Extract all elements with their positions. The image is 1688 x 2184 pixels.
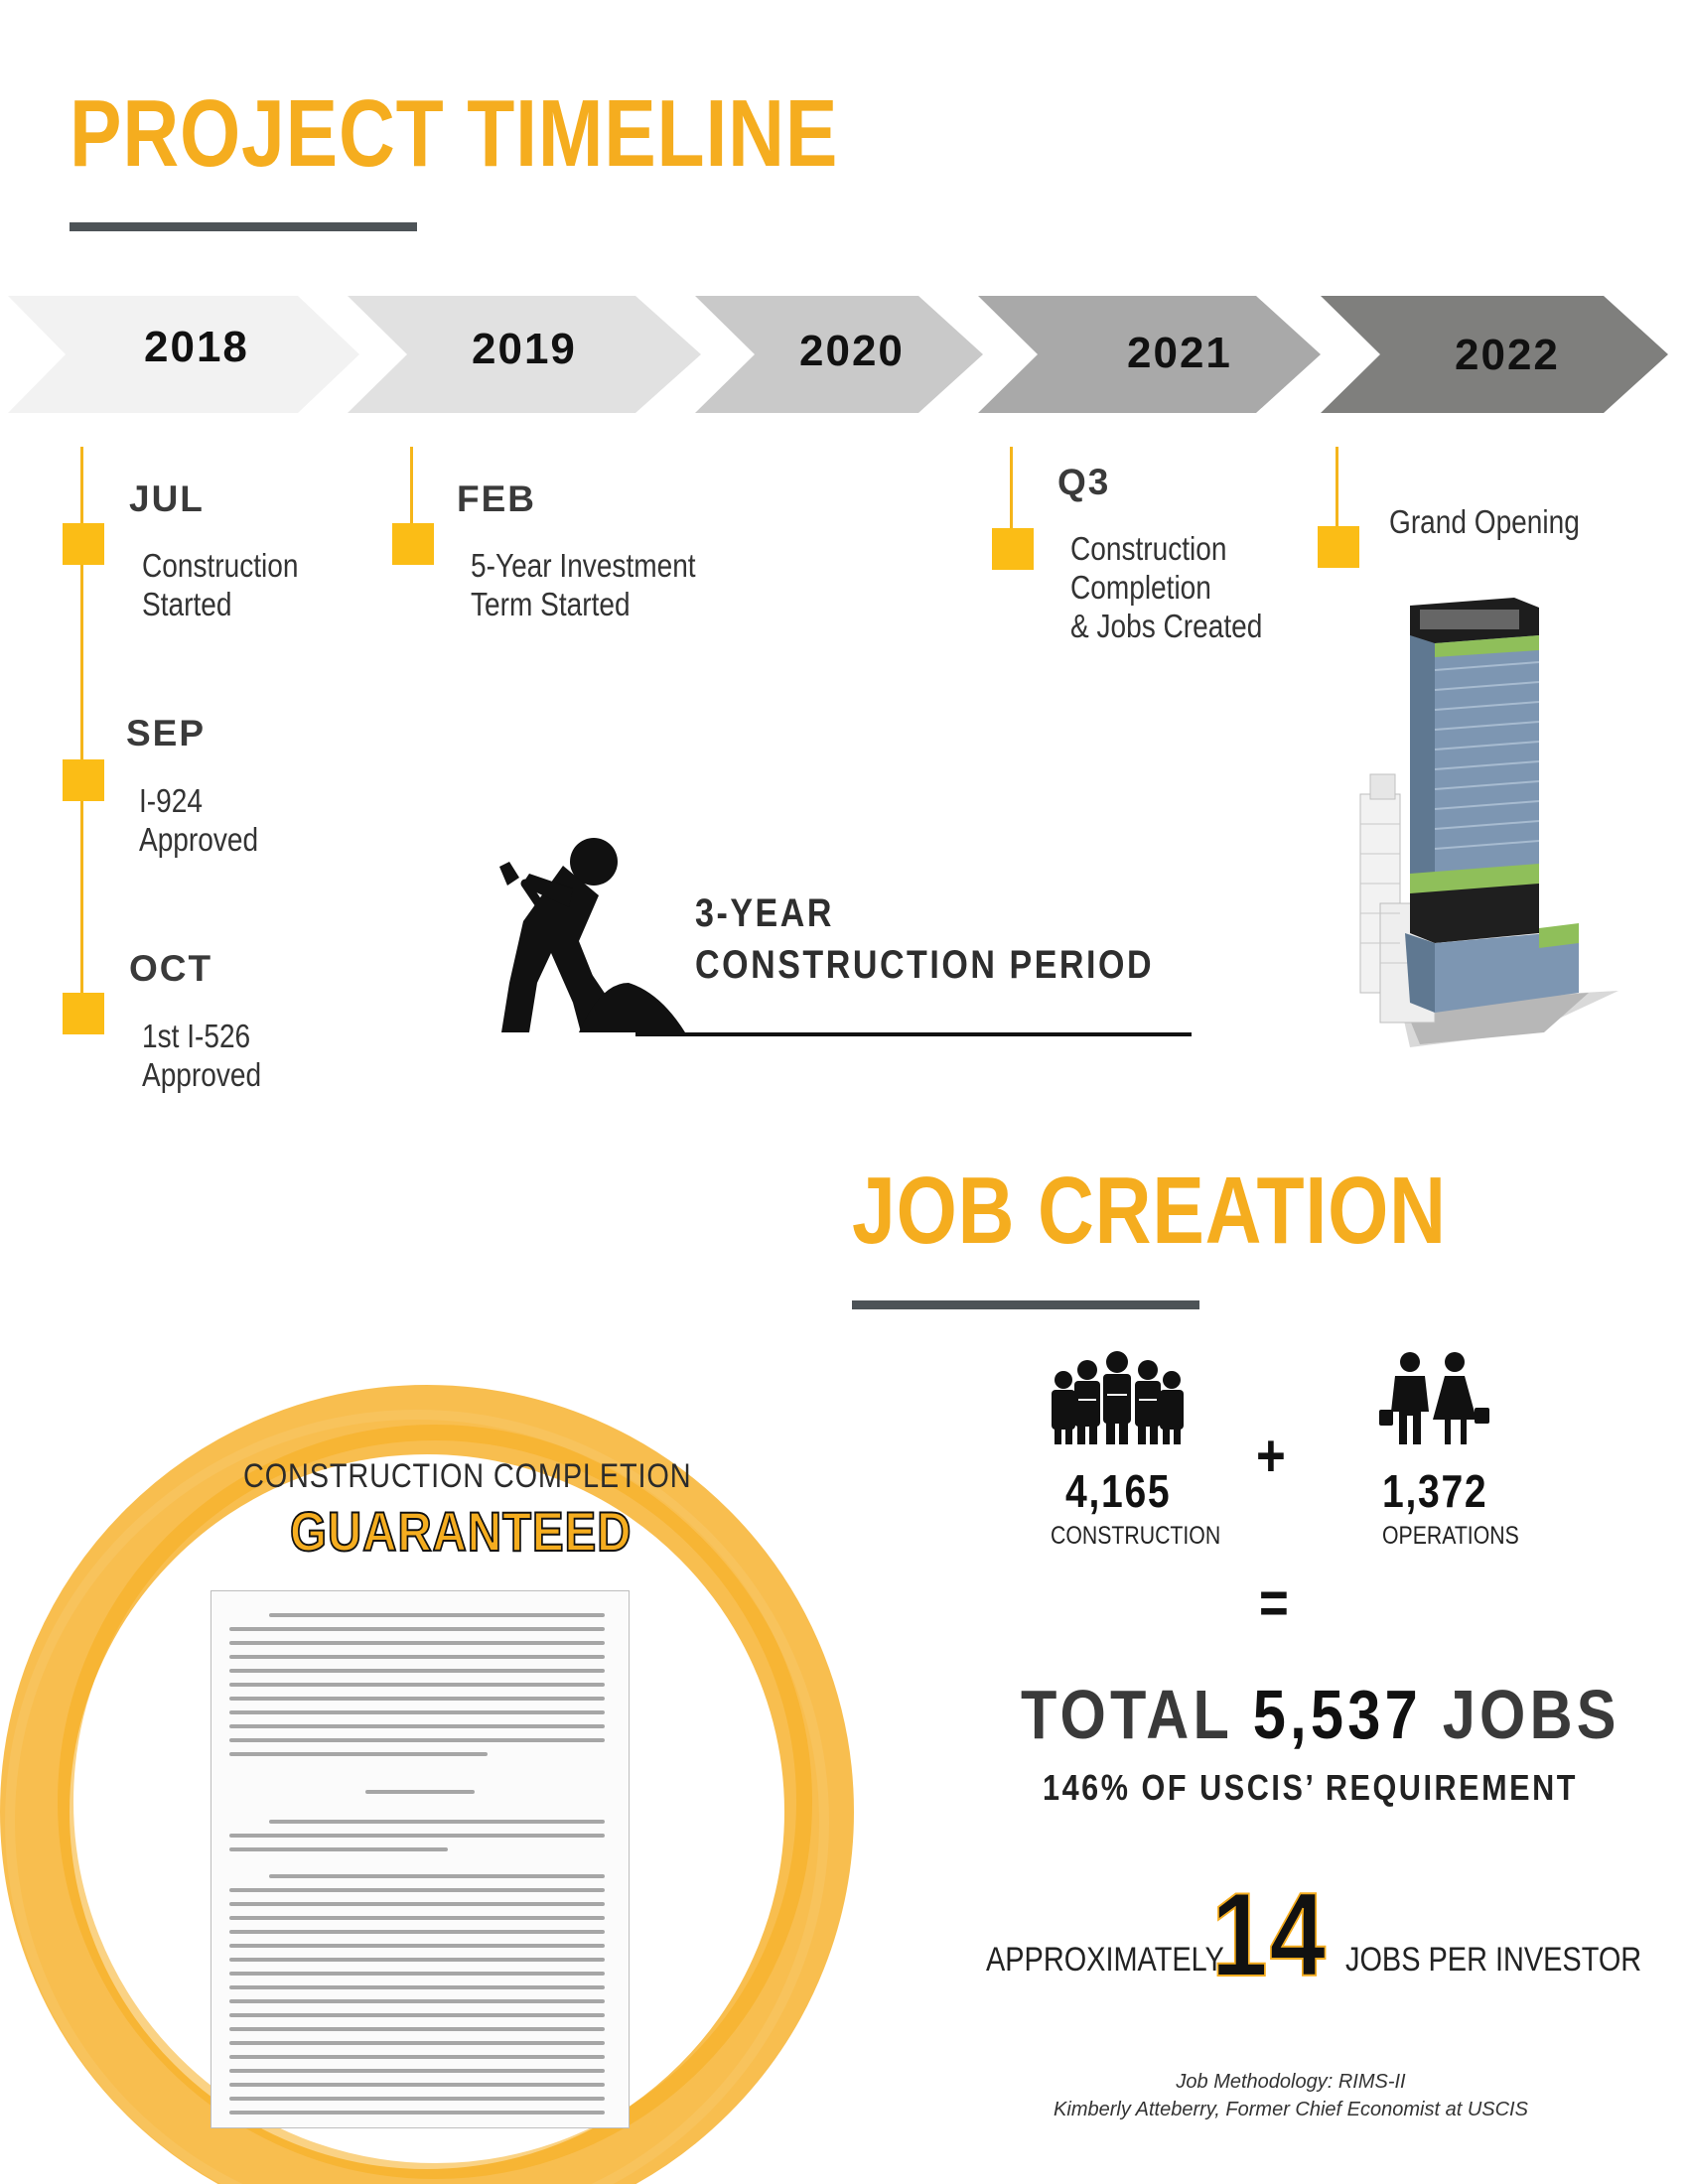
total-jobs-line (1021, 1675, 1620, 1754)
event-desc-oct-2: Approved (142, 1056, 262, 1093)
construction-jobs-value: 4,165 (1065, 1465, 1172, 1517)
timeline-connector-2019 (410, 447, 413, 526)
event-month-oct: OCT (129, 948, 213, 989)
guarantee-headline: GUARANTEED (290, 1500, 633, 1563)
timeline-connector-2022 (1336, 447, 1338, 531)
marker-q3 (992, 528, 1034, 570)
total-prefix: TOTAL (1021, 1676, 1232, 1753)
footnote-economist: Kimberly Atteberry, Former Chief Economist at USCIS (1054, 2099, 1528, 2120)
construction-period-line2: CONSTRUCTION PERIOD (695, 943, 1155, 987)
construction-jobs-label: CONSTRUCTION (1051, 1522, 1221, 1550)
total-jobs-value: 5,537 (1252, 1676, 1422, 1753)
timeline-connector-2021 (1010, 447, 1013, 531)
event-desc-q3-2: Completion (1070, 569, 1211, 606)
year-label-2018: 2018 (144, 323, 249, 371)
per-investor-value: 14 (1211, 1868, 1328, 2001)
operations-jobs-value: 1,372 (1382, 1465, 1488, 1517)
year-label-2021: 2021 (1127, 329, 1232, 377)
event-desc-jul-1: Construction (142, 547, 299, 584)
guaranty-document-image (211, 1590, 630, 2128)
event-desc-sep-2: Approved (139, 821, 259, 858)
event-desc-oct-1: 1st I-526 (142, 1018, 251, 1054)
job-creation-title: JOB CREATION (852, 1158, 1447, 1264)
event-desc-sep-1: I-924 (139, 782, 203, 819)
marker-opening (1318, 526, 1359, 568)
building-rendering-icon (1350, 596, 1628, 1052)
total-suffix: JOBS (1442, 1676, 1620, 1753)
event-desc-opening: Grand Opening (1389, 503, 1580, 540)
uscis-requirement: 146% OF USCIS’ REQUIREMENT (1043, 1767, 1579, 1808)
timeline-title: PROJECT TIMELINE (70, 80, 839, 187)
marker-sep (63, 759, 104, 801)
timeline-title-rule (70, 222, 417, 231)
event-desc-q3-1: Construction (1070, 530, 1227, 567)
event-month-q3: Q3 (1057, 462, 1111, 502)
event-month-feb: FEB (457, 478, 536, 519)
footnote-methodology: Job Methodology: RIMS-II (1176, 2071, 1406, 2093)
business-people-icon (1375, 1350, 1494, 1444)
plus-sign: + (1256, 1423, 1286, 1489)
per-investor-label: JOBS PER INVESTOR (1345, 1941, 1642, 1979)
year-label-2020: 2020 (799, 327, 905, 375)
guarantee-caption: CONSTRUCTION COMPLETION (243, 1457, 692, 1495)
year-label-2019: 2019 (472, 325, 577, 373)
operations-jobs-label: OPERATIONS (1382, 1522, 1519, 1550)
event-desc-jul-2: Started (142, 586, 232, 622)
construction-period-baseline (635, 1032, 1192, 1036)
marker-feb (392, 523, 434, 565)
construction-period-line1: 3-YEAR (695, 891, 834, 935)
marker-jul (63, 523, 104, 565)
event-desc-feb-1: 5-Year Investment (471, 547, 696, 584)
approximately-label: APPROXIMATELY (986, 1941, 1224, 1979)
year-label-2022: 2022 (1455, 331, 1560, 379)
event-desc-q3-3: & Jobs Created (1070, 608, 1263, 644)
construction-workers-icon (1046, 1350, 1190, 1444)
event-desc-feb-2: Term Started (471, 586, 631, 622)
equals-sign: = (1259, 1570, 1289, 1636)
event-month-sep: SEP (126, 713, 207, 753)
event-month-jul: JUL (129, 478, 205, 519)
marker-oct (63, 993, 104, 1034)
job-creation-title-rule (852, 1300, 1199, 1309)
worker-digging-icon (452, 834, 690, 1037)
